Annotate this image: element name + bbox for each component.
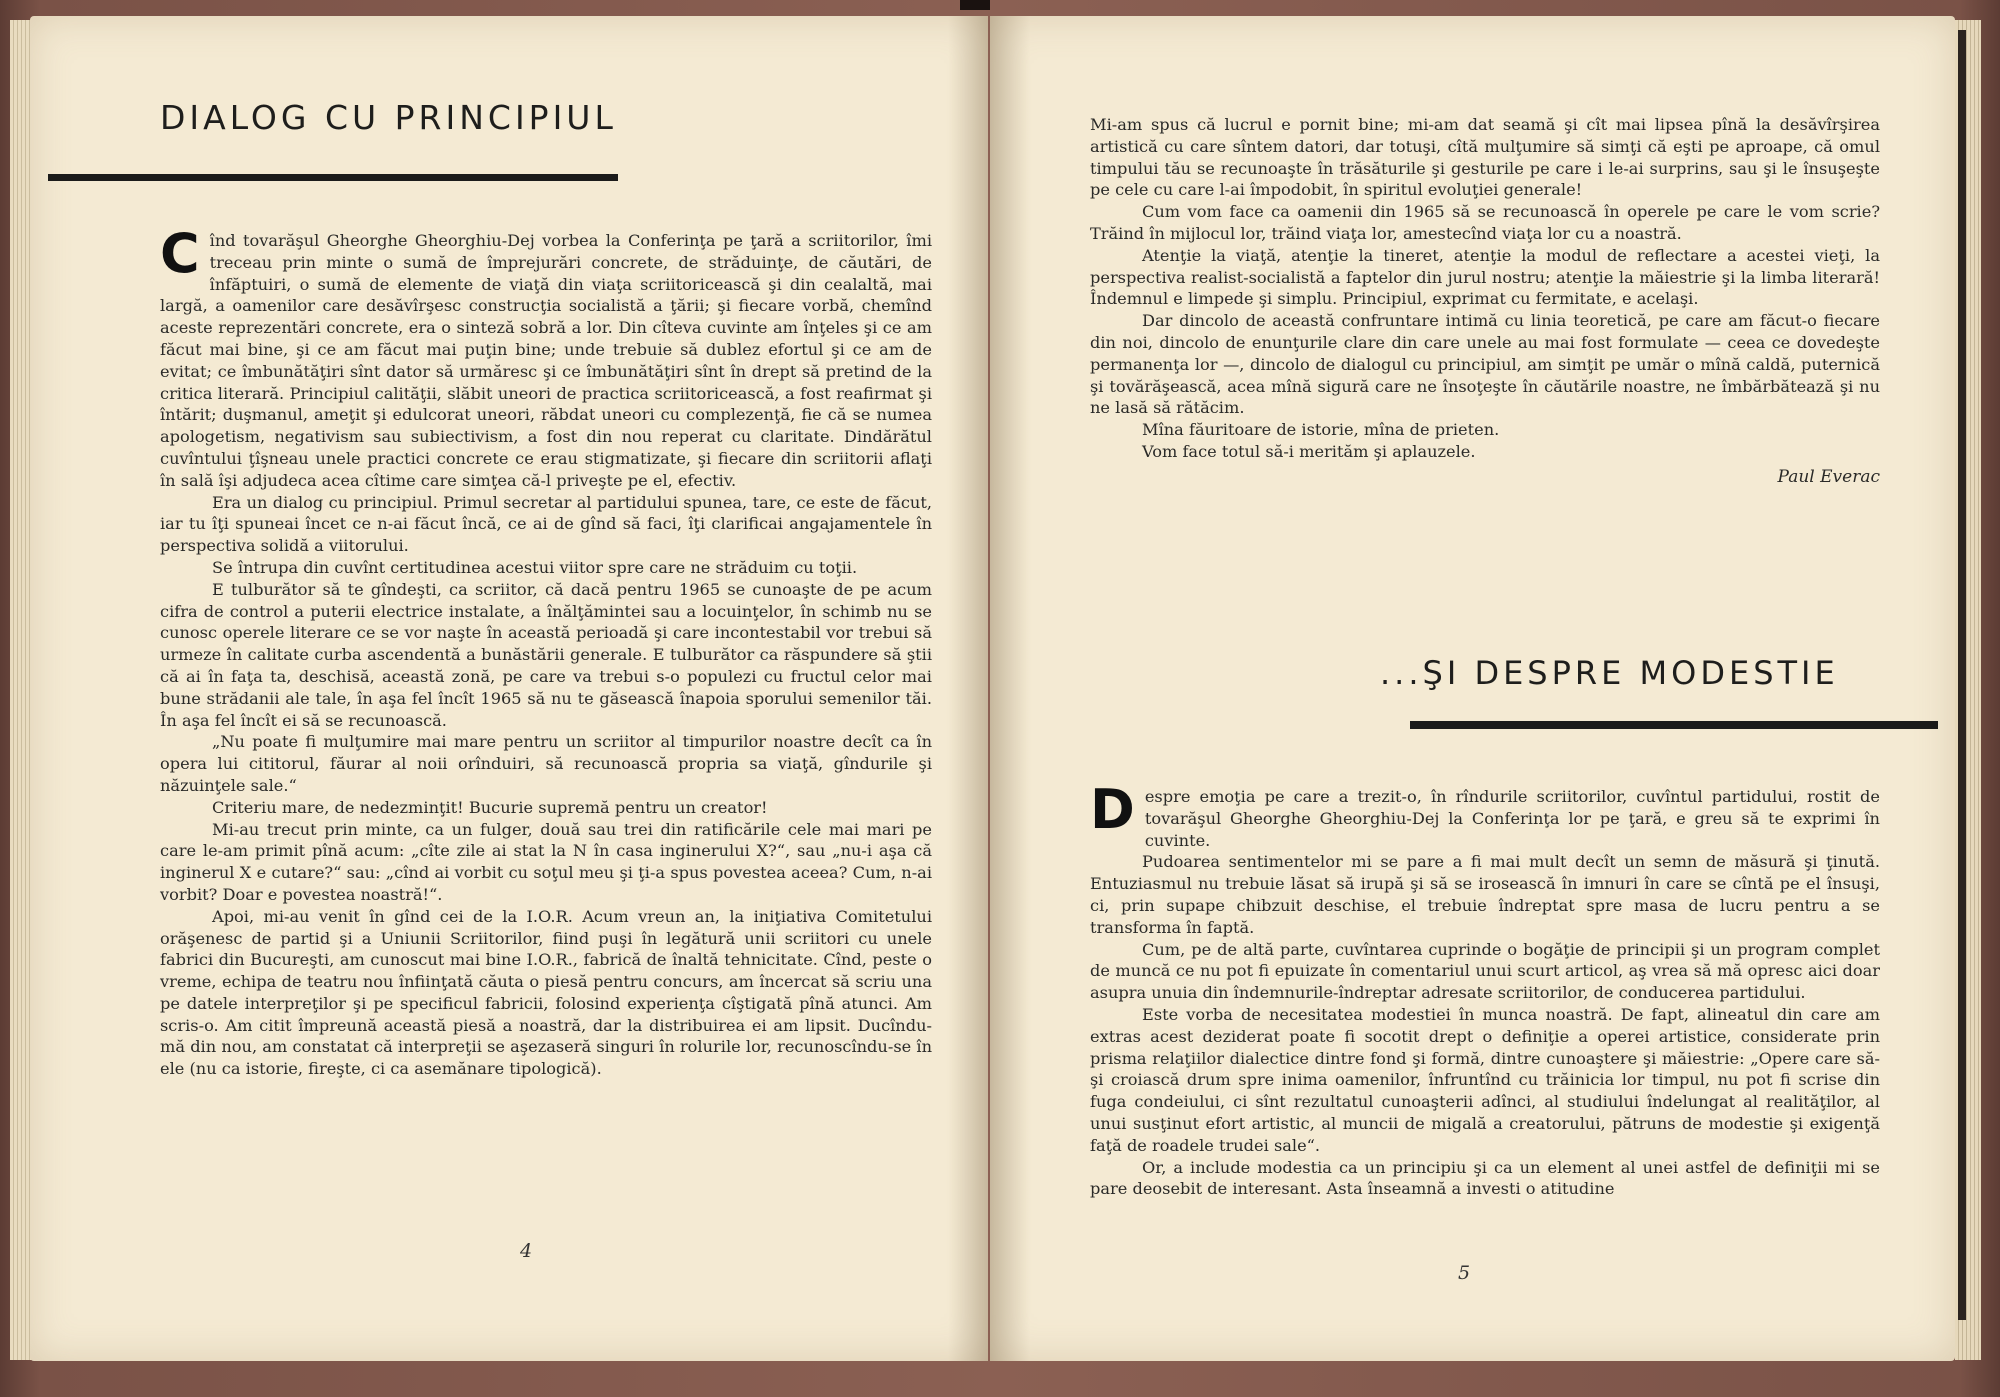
right-gutter-shadow — [990, 16, 1030, 1361]
left-paragraph-5: „Nu poate fi mulţumire mai mare pentru un scriitor al timpurilor noastre decît ca în opera lui cititorul, făurar al noii orînduiri, să recunoască propria sa viaţă, gîndurile şi năzuinţele sale.“ — [160, 732, 932, 795]
right-bottom-paragraph-1-text: espre emoţia pe care a trezit-o, în rîndurile scriitorilor, cuvîntul partidului, rostit de tovarăşul Gheorghe Gheorghiu-Dej la Conferinţa lor pe ţară, e greu să te exprimi în cuvinte. — [1144, 787, 1880, 850]
right-paragraph-6: Vom face totul să-i merităm şi aplauzele. — [1142, 441, 1476, 461]
left-paragraph-2: Era un dialog cu principiul. Primul secretar al partidului spunea, tare, ce este de făcut, iar tu îţi spuneai încet ce n-ai făcut încă, ce ai de gînd să faci, îţi clarificai angajamentele în perspectiva solidă a viitorului. — [160, 492, 932, 556]
right-edge-shadow — [1958, 30, 1966, 1320]
right-bottom-paragraph-4: Este vorba de necesitatea modestiei în munca noastră. De fapt, alineatul din care am extras acest deziderat poate fi socotit drept o definiţie a operei artistice, considerate prin prisma relaţiilor dialectice dintre fond şi formă, dintre cunoaştere şi măiestrie: „Opere care să-şi croiască drum spre inima oamenilor, înfruntînd cu trăinicia lor timpul, nu pot fi scrise din fuga condeiului, ci sînt rezultatul cunoaşterii adînci, al studiului îndelungat al realităţilor, al unui susţinut efort artistic, al muncii de migală a creatorului, pătruns de modestie şi exigenţă faţă de roadele trudei sale“. — [1090, 1004, 1880, 1155]
drop-cap-d: D — [1090, 778, 1135, 841]
spine-top — [960, 0, 990, 10]
right-paragraph-3: Atenţie la viaţă, atenţie la tineret, atenţie la modul de reflectare a acestei vieţi, la perspectiva realist-socialistă a faptelor din jurul nostru; atenţie la măiestrie şi la limba literară! Îndemnul e limpede şi simplu. Principiul, exprimat cu fermitate, e acelaşi. — [1090, 245, 1880, 309]
left-paragraph-7: Mi-au trecut prin minte, ca un fulger, două sau trei din ratificările cele mai mari pe care le-am primit pînă acum: „cîte zile ai stat la N în casa inginerului X?“, sau „nu-i aşa că inginerul X e cutare?“ sau: „cînd ai vorbit cu soţul meu şi ţi-a spus povestea aceea? Cum, n-ai vorbit? Doar e povestea noastră!“. — [160, 819, 932, 904]
right-page — [990, 16, 1955, 1361]
left-paragraph-1 — [160, 222, 932, 492]
right-paragraph-4: Dar dincolo de această confruntare intimă cu linia teoretică, pe care am făcut-o fiecare din noi, dincolo de enunţurile clare din care unele au mai fost formulate — ceea ce dovedeşte permanenţa lor —, dincolo de dialogul cu principiul, am simţit pe umăr o mînă caldă, puternică şi tovărăşească, acea mînă sigură care ne însoţeşte în căutările noastre, ne îmbărbătează şi nu ne lasă să rătăcim. — [1090, 311, 1880, 418]
left-gutter-shadow — [948, 16, 988, 1361]
left-paragraph-3: Se întrupa din cuvînt certitudinea acestui viitor spre care ne străduim cu toţii. — [212, 557, 858, 577]
right-bottom-paragraph-5: Or, a include modestia ca un principiu şi ca un element al unei astfel de definiţii mi se pare deosebit de interesant. Asta înseamnă a investi o atitudine — [1090, 1157, 1880, 1199]
left-title-rule — [48, 174, 618, 181]
right-section-title: ...ŞI DESPRE MODESTIE — [1380, 654, 1839, 692]
left-paragraph-4: E tulburător să te gîndeşti, ca scriitor, că dacă pentru 1965 se cunoaşte de pe acum cifra de control a puterii electrice instalate, a înălţămintei sau a locuinţelor, în schimb nu se cunosc operele literare ce se vor naşte în această perioadă şi care incontestabil vor trebui să urmeze în calitate curba ascendentă a bunăstării generale. E tulburător ca răspundere să ştii că ai în faţa ta, deschisă, această zonă, pe care va trebui s-o populezi cu fructul celor mai bune strădanii ale tale, în aşa fel încît 1965 să nu te găsească înapoia sporului semenilor tăi. În aşa fel încît ei să se recunoască. — [160, 579, 932, 730]
right-article-top — [1090, 114, 1880, 489]
left-page-title: DIALOG CU PRINCIPIUL — [160, 98, 617, 137]
right-bottom-paragraph-2: Pudoarea sentimentelor mi se pare a fi mai mult decît un semn de măsură şi ţinută. Entuziasmul nu trebuie lăsat să irupă şi să se irosească în imnuri în care se cîntă pe el însuşi, ci, prin supape chibzuit deschise, el trebuie îndreptat spre masa de lucru pentru a se transforma în faptă. — [1090, 852, 1880, 937]
author-signature: Paul Everac — [1777, 466, 1880, 487]
left-page — [30, 16, 988, 1361]
left-page-edges — [10, 20, 32, 1360]
right-paragraph-2: Cum vom face ca oamenii din 1965 să se recunoască în operele pe care le vom scrie? Trăind în mijlocul lor, trăind viaţa lor, amestecînd viaţa lor cu a noastră. — [1090, 202, 1880, 243]
left-article-body — [160, 222, 932, 1080]
right-bottom-paragraph-1 — [1090, 778, 1880, 851]
right-page-number: 5 — [1458, 1262, 1471, 1284]
left-paragraph-8: Apoi, mi-au venit în gînd cei de la I.O.R. Acum vreun an, la iniţiativa Comitetului orăşenesc de partid şi a Uniunii Scriitorilor, fiind puşi în legătură unii scriitori cu unele fabrici din Bucureşti, am cunoscut mai bine I.O.R., fabrică de înaltă tehnicitate. Cînd, peste o vreme, echipa de teatru nou înfiinţată căuta o piesă pentru concurs, am încercat să scriu una pe datele interpreţilor şi pe specificul fabricii, folosind experienţa cîştigată pînă atunci. Am scris-o. Am citit împreună această piesă a noastră, dar la distribuirea ei am lipsit. Ducîndu-mă din nou, am constatat că interpreţii se aşezaseră singuri în rolurile lor, recunoscîndu-se în ele (nu ca istorie, fireşte, ci ca asemănare tipologică). — [160, 906, 932, 1079]
right-paragraph-1: Mi-am spus că lucrul e pornit bine; mi-am dat seamă şi cît mai lipsea pînă la desăvîrşirea artistică cu care sîntem datori, dar totuşi, cîtă mulţumire să simţi că eşti pe aproape, că omul timpului tău se recunoaşte în trăsăturile şi gesturile pe care i le-ai surprins, sau şi le însuşeşte pe cele cu care l-ai împodobit, în spiritul evoluţiei generale! — [1090, 115, 1880, 200]
left-page-number: 4 — [520, 1240, 533, 1262]
right-bottom-paragraph-3: Cum, pe de altă parte, cuvîntarea cuprinde o bogăţie de principii şi un program complet de muncă ce nu pot fi epuizate în comentariul unui scurt articol, aş vrea să mă opresc aici doar asupra unuia din îndemnurile-îndreptar adresate scriitorilor, de conducerea partidului. — [1090, 939, 1880, 1003]
left-paragraph-6: Criteriu mare, de nedezminţit! Bucurie supremă pentru un creator! — [212, 797, 768, 817]
right-paragraph-5: Mîna făuritoare de istorie, mîna de prieten. — [1142, 420, 1500, 440]
left-paragraph-1-text: înd tovarăşul Gheorghe Gheorghiu-Dej vorbea la Conferinţa pe ţară a scriitorilor, îmi treceau prin minte o sumă de împrejurări concrete, de străduinţe, de căutări, de înfăptuiri, o sumă de elemente de viaţă din viaţa scriitoricească şi din cealaltă, mai largă, a oamenilor care desăvîrşesc construcţia socialistă a ţării; şi fiecare vorbă, chemînd aceste reprezentări concrete, era o sinteză sobră a lor. Din cîteva cuvinte am înţeles şi ce am făcut mai bine, şi ce am făcut mai puţin bine; unde trebuie să dublez efortul şi ce am de evitat; ce îmbunătăţiri sînt dator să urmăresc şi ce îmbunătăţiri sînt în drept să pretind de la critica literară. Principiul calităţii, slăbit uneori de practica scriitoricească, a fost reafirmat şi întărit; duşmanul, ameţit şi edulcorat uneori, răbdat uneori cu complezenţă, fie că se numea apologetism, negativism sau subiectivism, a fost din nou reperat cu claritate. Dindărătul cuvîntului ţîşneau unele practici concrete ce erau stigmatizate, şi fiecare din scriitorii aflaţi în sală îşi adjudeca acea cîtime care simţea că-l priveşte pe el, efectiv. — [160, 231, 932, 490]
right-title-rule — [1410, 721, 1938, 729]
right-article-bottom — [1090, 778, 1880, 1200]
drop-cap-c: C — [160, 222, 200, 285]
